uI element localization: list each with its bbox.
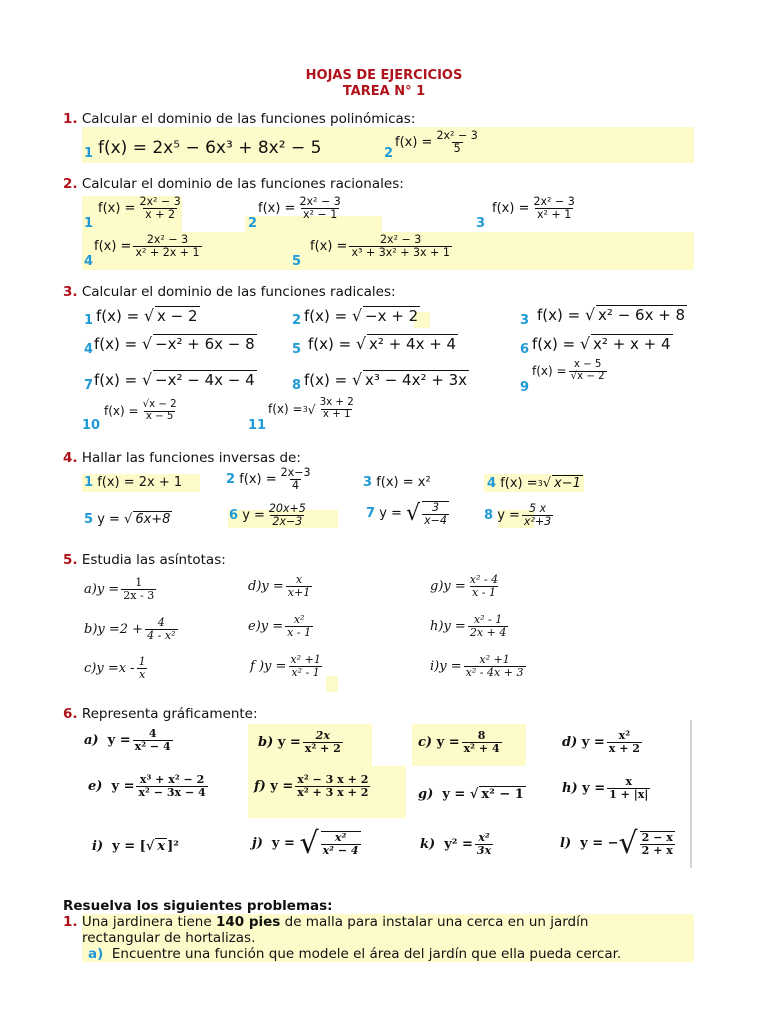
- equation: d) y = $\frac{\text{x²}}{x + 2}$: [562, 729, 640, 755]
- item-number: 11: [248, 418, 267, 433]
- item-number: 8: [292, 378, 302, 393]
- equation: f(x) = √ −x + 2: [304, 306, 419, 325]
- equation: f(x) = $\frac{\text{2x² − 3}}{x + 2}$: [98, 195, 181, 221]
- section-1-heading: 1. Calcular el dominio de las funciones polinómicas:: [63, 111, 416, 127]
- equation: f(x) = $\frac{\text{2x² − 3}}{\text{x² + 2x + 1}}$: [94, 233, 200, 259]
- equation: f) y = $\frac{\text{x² − 3 x + 2}}{\text{x² + 3 x + 2}}$: [254, 773, 369, 799]
- equation: i)y = $\frac{\text{x² +1}}{\text{x² - 4x + 3}}$: [430, 653, 524, 679]
- equation: f(x) = √ −x² − 4x − 4: [94, 370, 255, 389]
- equation: f(x) = $\frac{x - 5}{√x - 2}$: [532, 359, 605, 382]
- item-number: 1: [84, 313, 94, 328]
- item-number: 10: [82, 418, 101, 433]
- equation: f(x) = $\frac{\text{2x² − 3}}{\text{x² − 1}}$: [258, 195, 341, 221]
- item-number: 2: [292, 313, 302, 328]
- problem-1: 1. Una jardinera tiene 140 pies de malla para instalar una cerca en un jardín: [63, 914, 589, 930]
- equation: c) y = $\frac{8}{\text{x² + 4}}$: [418, 729, 500, 755]
- equation: f(x) = √ −x² + 6x − 8: [94, 334, 255, 353]
- equation: 4 f(x) = 3 √ x−1: [487, 475, 581, 491]
- equation: j) y = √ $\frac{\text{x²}}{\text{x² − 4}}$: [252, 826, 359, 861]
- problem-1-line2: rectangular de hortalizas.: [82, 930, 256, 946]
- item-number: 7: [84, 378, 94, 393]
- item-number: 6: [520, 342, 530, 357]
- section-6-heading: 6. Representa gráficamente:: [63, 706, 258, 722]
- equation: g)y = $\frac{\text{x² - 4}}{x - 1}$: [430, 573, 499, 599]
- item-number: 3: [476, 216, 486, 231]
- equation: b) y = $\frac{2x}{\text{x² + 2}}$: [258, 729, 341, 755]
- equation: e) y = $\frac{\text{x³ + x² − 2}}{\text{x² − 3x − 4}}$: [88, 773, 206, 799]
- sheet-title: HOJAS DE EJERCICIOS: [305, 68, 463, 83]
- equation: h) y = $\frac{x}{1 + |x|}$: [562, 775, 649, 801]
- equation: f(x) = √ x³ − 4x² + 3x: [304, 370, 467, 389]
- equation: i) y = [ √ x ]²: [92, 838, 179, 854]
- equation: 8 y = $\frac{5 x}{\text{x²+3}}$: [484, 502, 552, 528]
- item-number: 4: [84, 254, 94, 269]
- equation: f(x) = √ x² + 4x + 4: [308, 334, 457, 353]
- item-number: 1: [84, 216, 94, 231]
- equation: f(x) = √ x² − 6x + 8: [537, 305, 686, 324]
- item-number: 4: [84, 342, 94, 357]
- section-2-heading: 2. Calcular el dominio de las funciones racionales:: [63, 176, 404, 192]
- section-5-heading: 5. Estudia las asíntotas:: [63, 552, 226, 568]
- equation: f(x) = 3 √ $\frac{3x + 2}{x + 1}$: [268, 397, 354, 420]
- equation: l) y = − √ $\frac{2 - x}{2 + x}$: [560, 826, 673, 861]
- problem-1-part-a: a) Encuentre una función que modele el área del jardín que ella pueda cercar.: [88, 946, 622, 962]
- equation: b)y =2 + $\frac{4}{\text{4 - x²}}$: [84, 616, 176, 642]
- equation: d)y = $\frac{x}{x+1}$: [248, 573, 311, 599]
- equation: f(x) = √ x − 2: [96, 306, 198, 325]
- item-number: 9: [520, 380, 530, 395]
- equation: 2 f(x) = $\frac{2x-3}{4}$: [226, 466, 311, 492]
- equation: a)y = $\frac{1}{2x - 3}$: [84, 576, 155, 602]
- equation: 6 y = $\frac{20x+5}{2x-3}$: [229, 502, 306, 528]
- equation: f(x) = $\frac{√x - 2}{x - 5}$: [104, 399, 177, 422]
- item-number: 3: [520, 313, 530, 328]
- equation: 7 y = √ $\frac{3}{x-4}$: [366, 501, 447, 527]
- section-4-heading: 4. Hallar las funciones inversas de:: [63, 450, 301, 466]
- item-number: 2: [384, 146, 394, 161]
- item-number: 2: [248, 216, 258, 231]
- equation: f(x) = $\frac{\text{2x² − 3}}{5}$: [395, 129, 478, 155]
- equation: f(x) = 2x⁵ − 6x³ + 8x² − 5: [98, 138, 322, 158]
- equation: 1 f(x) = 2x + 1: [84, 475, 183, 490]
- equation: c)y =x - $\frac{1}{x}$: [84, 655, 146, 681]
- equation: e)y = $\frac{\text{x²}}{x - 1}$: [248, 613, 312, 639]
- item-number: 5: [292, 342, 302, 357]
- item-number: 5: [292, 254, 302, 269]
- equation: g) y = √ x² − 1: [418, 786, 524, 802]
- equation: f(x) = $\frac{\text{2x² − 3}}{\text{x² + 1}}$: [492, 195, 575, 221]
- equation: k) y² = $\frac{\text{x²}}{3x}$: [420, 831, 492, 857]
- equation: f(x) = $\frac{\text{2x² − 3}}{\text{x³ + 3x² + 3x + 1}}$: [310, 233, 450, 259]
- equation: 3 f(x) = x²: [363, 475, 431, 490]
- item-number: 1: [84, 146, 94, 161]
- equation: 5 y = √ 6x+8: [84, 511, 171, 527]
- equation: a) y = $\frac{4}{\text{x² − 4}}$: [84, 727, 171, 753]
- equation: f )y = $\frac{\text{x² +1}}{\text{x² - 1}}$: [250, 653, 321, 679]
- sheet-subtitle: TAREA N° 1: [342, 84, 426, 99]
- equation: h)y = $\frac{\text{x² - 1}}{2x + 4}$: [430, 613, 507, 639]
- equation: f(x) = √ x² + x + 4: [532, 334, 671, 353]
- problems-title: Resuelva los siguientes problemas:: [63, 898, 333, 914]
- section-3-heading: 3. Calcular el dominio de las funciones radicales:: [63, 284, 396, 300]
